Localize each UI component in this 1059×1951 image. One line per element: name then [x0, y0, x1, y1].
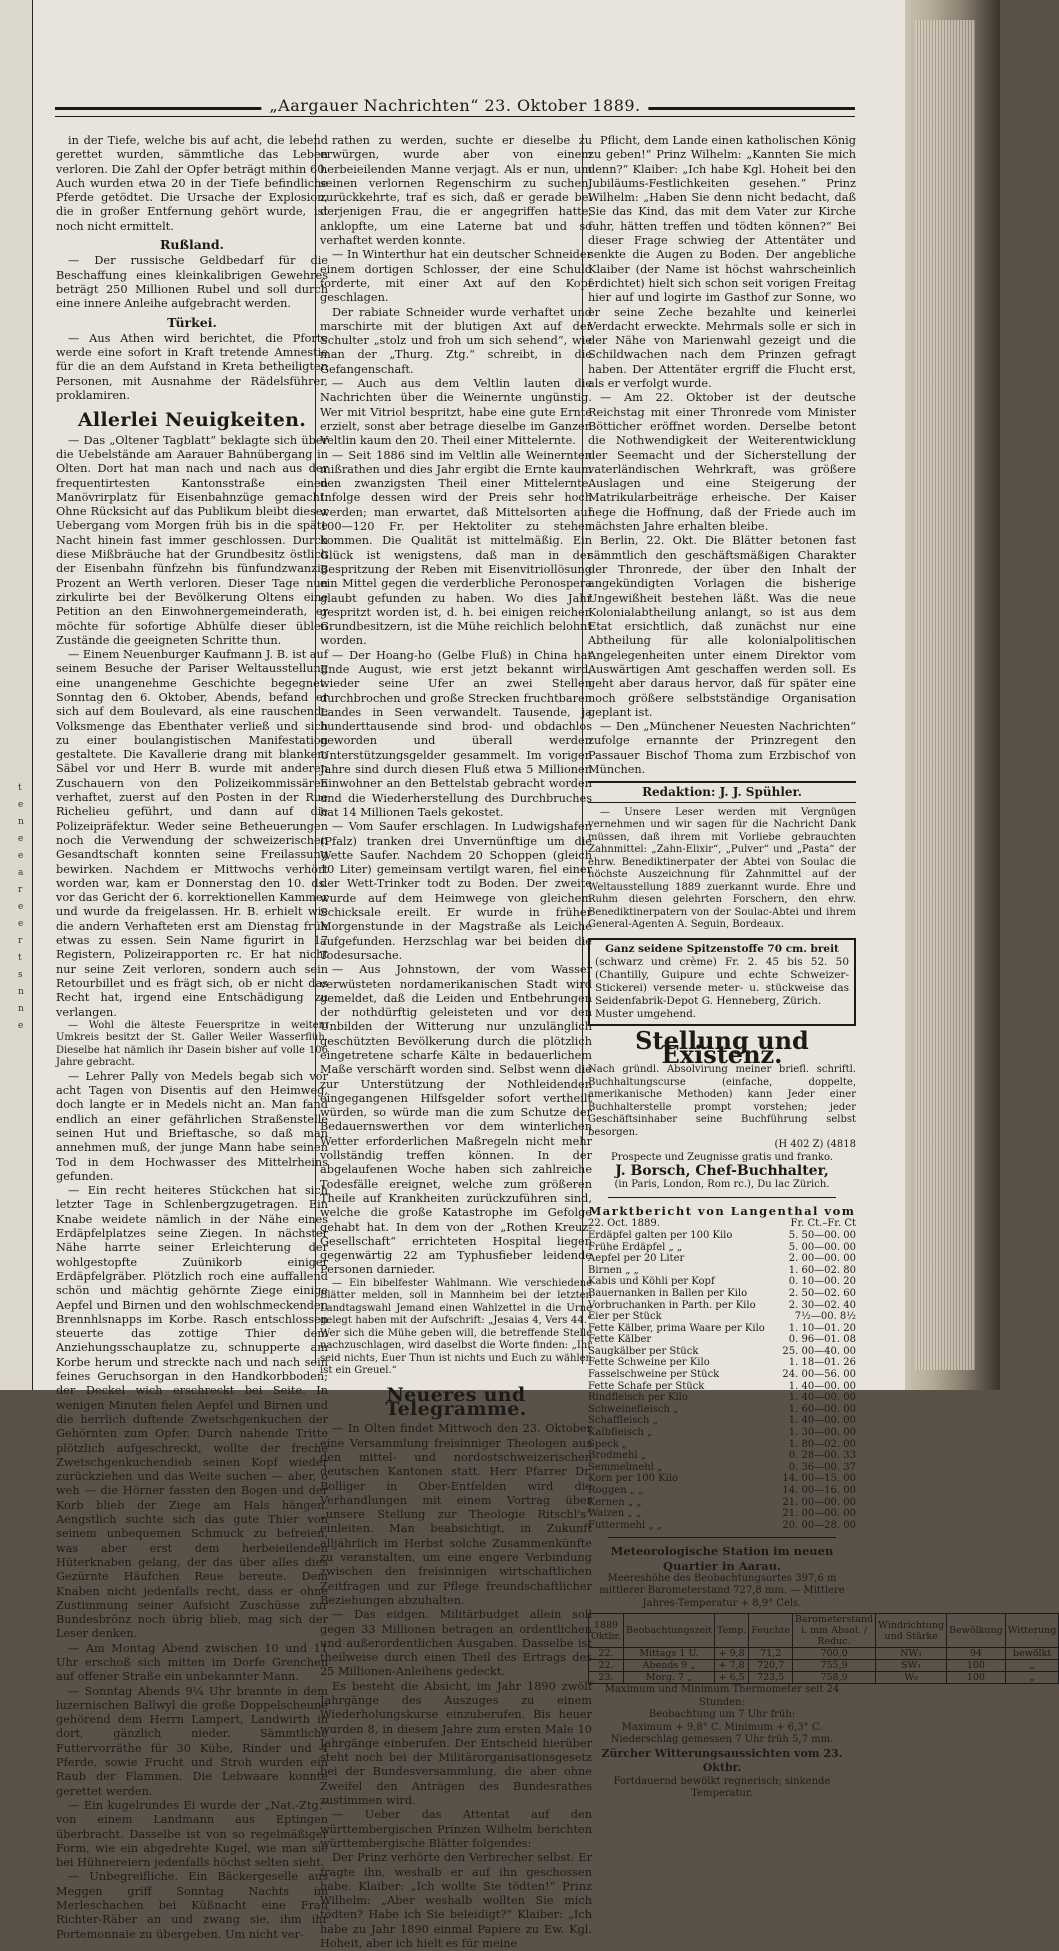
market-item: Frühe Erdäpfel „ „ — [588, 1241, 683, 1253]
left-page-margin — [0, 0, 33, 1390]
market-item: Brodmehl „ — [588, 1450, 646, 1462]
ad-stellung-sub: Prospecte und Zeugnisse gratis und franko. — [611, 1151, 833, 1163]
weather-cell: 23. — [589, 1672, 624, 1684]
article-paragraph: — Auch aus dem Veltlin lauten die Nachrichten über die Weinernte ungünstig. Wer mit Vitriol bespritzt, habe eine gute Ernte erzielt, sonst aber betrage dieselbe im Ganzen Veltlin kaum den 20. Theil einer Mittelernte. — [320, 377, 592, 448]
market-item: Waizen „ „ — [588, 1508, 641, 1520]
weather-cell: NW₁ — [876, 1648, 947, 1660]
weather-cell: + 9,8 — [714, 1648, 748, 1660]
weather-line2: mittlerer Barometerstand 727,8 mm. — Mittlere Jahres-Temperatur + 8,9° Cels. — [599, 1585, 845, 1609]
market-price: 0. 10—00. 20 — [788, 1276, 856, 1288]
market-item: Schaffleisch „ — [588, 1415, 658, 1427]
weather-cell: 71,2 — [749, 1648, 793, 1660]
market-price: 1. 60—00. 00 — [788, 1403, 856, 1415]
market-item: Kalbfleisch „ — [588, 1427, 653, 1439]
editor-line: Redaktion: J. J. Spühler. — [588, 781, 856, 802]
market-item: Eier per Stück — [588, 1311, 662, 1323]
weather-head-cell: Beobachtungszeit — [623, 1614, 714, 1648]
weather-cell: 94 — [947, 1648, 1006, 1660]
article-paragraph: — Den „Münchener Neuesten Nachrichten“ zufolge ernannte der Prinzregent den Passauer Bischof Thoma zum Erzbischof von München. — [588, 720, 856, 777]
ad-silk-body: (schwarz und crème) Fr. 2. 45 bis 52. 50 (Chantilly, Guipure und echte Schweizer-Stickerei) versende meter- u. stückweise das Seidenfabrik-Depot G. Henneberg, Zürich. — [595, 955, 849, 1007]
market-item: Fette Kälber, prima Waare per Kilo — [588, 1322, 765, 1334]
market-price: 5. 00—00. 00 — [788, 1241, 856, 1253]
article-paragraph: — Das „Oltener Tagblatt“ beklagte sich über die Uebelstände am Aarauer Bahnübergang in Olten. Dort hat man nach und nach aus der frequentirtesten Kantonsstraße einen Manövrirplatz für Eisenbahnzüge gemacht. Ohne Rücksicht auf das Publikum bleibt dieser Uebergang vom Morgen früh bis in die späte Nacht hinein fast immer geschlossen. Durch diese Mißbräuche hat der Grundbesitz östlich der Eisenbahn fünfzehn bis fünfundzwanzig Prozent an Werth verloren. Dieser Tage nun zirkulirte bei der Bevölkerung Oltens eine Petition an den Einwohnergemeinderath, er möchte für sofortige Abhülfe dieser üblen Zustände die geeigneten Schritte thun. — [56, 433, 328, 647]
section-heading: Neueres und Telegramme. — [385, 1383, 527, 1421]
market-row — [588, 1369, 856, 1381]
ad-stellung-title: Stellung und Existenz. — [635, 1025, 809, 1069]
market-item: Aepfel per 20 Liter — [588, 1253, 685, 1265]
margin-fragment: a — [18, 868, 24, 878]
section-heading: Allerlei Neuigkeiten. — [77, 409, 307, 432]
market-price: 7½—00. 8½ — [794, 1311, 856, 1323]
article-paragraph: — Der russische Geldbedarf für die Beschaffung eines kleinkalibrigen Gewehres beträgt 250 Millionen Rubel und soll durch eine innere Anleihe aufgebracht werden. — [56, 254, 328, 311]
market-row — [588, 1392, 856, 1404]
market-head-row — [588, 1218, 856, 1230]
article-paragraph: Der Prinz verhörte den Verbrecher selbst. Er fragte ihn, weshalb er auf ihn geschossen habe. Klaiber: „Ich wollte Sie tödten!“ Prinz Wilhelm: „Aber weshalb wollten Sie mich tödten? Habe ich Sie beleidigt?“ Klaiber: „Ich habe zu Jahr 1890 einmal Papiere zu Ew. Kgl. Hoheit, aber ich hielt es für meine — [320, 1851, 592, 1951]
ad-silk-headline: Ganz seidene Spitzenstoffe 70 cm. breit — [605, 942, 839, 955]
ad-stellung-name: J. Borsch, Chef-Buchhalter, — [615, 1163, 829, 1180]
margin-fragment: e — [18, 851, 24, 861]
section-heading: Rußland. — [159, 237, 224, 253]
market-row — [588, 1334, 856, 1346]
article-paragraph: — In Winterthur hat ein deutscher Schneider einem dortigen Schlosser, der eine Schuld forderte, mit einer Axt auf den Kopf geschlagen. — [320, 248, 592, 305]
margin-fragment: e — [18, 919, 24, 929]
market-row — [588, 1381, 856, 1393]
weather-cell: + 6,5 — [714, 1672, 748, 1684]
section-heading: Türkei. — [167, 314, 217, 330]
weather-line1: Meereshöhe des Beobachtungsortes 397,6 m — [607, 1572, 837, 1584]
margin-fragment: e — [18, 800, 24, 810]
article-paragraph: — Ueber das Attentat auf den württembergischen Prinzen Wilhelm berichten württembergische Blätter folgendes: — [320, 1808, 592, 1850]
weather-row — [589, 1660, 1059, 1672]
market-col-heads: Fr. Ct.–Fr. Ct — [790, 1218, 856, 1230]
weather-cell: 100 — [947, 1672, 1006, 1684]
article-paragraph: — Ein recht heiteres Stückchen hat sich letzter Tage in Schlenbergzugetragen. Ein Knabe weidete nämlich in der Nähe eines Erdäpfelplatzes seine Ziegen. In nächster Nähe harrte seiner Erleichterung der wohlgestopfte Zuünikorb einiger Erdäpfelgräber. Plötzlich roch eine auffallend schön und mächtig gehörnte Ziege einige Aepfel und Birnen und den wohlschmeckenden Brennhlsnapps im Korbe. Rasch entschlossen steuerte das zottige Thier dem Anziehungsschauplatze zu, schnupperte am Korbe herum und streckte nach und nach sein feines Geruchsorgan in den Handkorbboden; der Deckel wich erschreckt bei Seite. In wenigen Minuten fielen Aepfel und Birnen und die herrlich duftende Zwetschgenkuchen der Gehörnten zum Opfer. Durch nahende Tritte plötzlich aufgeschreckt, wollte der freche Zwetschgenkuchendieb seinen Kopf wieder zurückziehen und das Weite suchen — aber, o weh — die Hörner fassten den Bogen und der Korb blieb der Ziege am Hals hängen. Aengstlich suchte sich das gute Thier von seinem unbequemen Schmuck zu befreien, was aber erst dem herbeieilenden Hüterknaben gelang, der das über alles dies Gezürnte Häufchen Reue bereute. Dem Knaben nicht jedenfalls recht, dass er ohne Zustimmung seiner Aufsicht Zuschüsse zur Bundesbrönz noch übrig blieb, mag sich der Leser denken. — [56, 1184, 328, 1641]
margin-fragment: r — [18, 885, 23, 895]
weather-cell: Mittags 1 U. — [623, 1648, 714, 1660]
article-paragraph: Es besteht die Absicht, im Jahr 1890 zwölf Jahrgänge des Auszuges zu einem Wiederholungskurse einzuberufen. Bis heuer wurden 8, in diesem Jahre zum ersten Male 10 Jahrgänge einberufen. Der Entscheid hierüber steht noch bei der Militärorganisationsgesetz bei der Bundesversammlung, die aber ohne Zweifel den Anträgen des Bundesrathes zustimmen wird. — [320, 1679, 592, 1808]
weather-head-cell: 1889 Oktbr. — [589, 1614, 624, 1648]
article-paragraph: — Am 22. Oktober ist der deutsche Reichstag mit einer Thronrede vom Minister Bötticher eröffnet worden. Derselbe betont die Nothwendigkeit der Weiterentwicklung der Seemacht und der Sicherstellung der vaterländischen Wehrkraft, was größere Auslagen und eine Steigerung der Matrikularbeiträge erheische. Der Kaiser hege die Hoffnung, daß der Friede auch im nächsten Jahre erhalten bleibe. — [588, 391, 856, 534]
market-row — [588, 1323, 856, 1335]
column-3 — [588, 134, 1057, 1800]
margin-fragment: e — [18, 1021, 24, 1031]
weather-head-cell: Temp. — [714, 1614, 748, 1648]
weather-row — [589, 1648, 1059, 1660]
weather-table — [588, 1613, 1059, 1684]
forecast-title: Zürcher Witterungsaussichten vom 23. Oktbr. — [601, 1746, 843, 1775]
weather-cell: „ — [1005, 1672, 1059, 1684]
market-item: Vorbruchanken in Parth. per Kilo — [588, 1299, 756, 1311]
article-paragraph: — Das eidgen. Militärbudget allein soll gegen 33 Millionen betragen an ordentlichen und außerordentlichen Ausgaben. Dasselbe ist theilweise durch einen Theil des Ertrags des 25 Millionen-Anleihens gedeckt. — [320, 1608, 592, 1679]
book-binding-edge — [905, 0, 1000, 1390]
market-title: Marktbericht von Langenthal vom — [588, 1204, 856, 1219]
divider — [608, 1537, 836, 1538]
market-row — [588, 1439, 856, 1451]
market-row — [588, 1450, 856, 1462]
ad-stellung-body: Nach gründl. Absolvirung meiner briefl. schriftl. Buchhaltungscurse (einfache, doppelte, amerikanische Methoden) kann Jeder einer Buchhalterstelle prompt vorstehen; jeder Geschäftsinhaber seine Buchführung selbst besorgen. — [588, 1064, 856, 1138]
weather-head-cell: Witterung — [1005, 1614, 1059, 1648]
weather-cell: 22. — [589, 1660, 624, 1672]
market-item: Bauernanken in Ballen per Kilo — [588, 1287, 748, 1299]
weather-cell: Morg. 7 „ — [623, 1672, 714, 1684]
market-price: 1. 30—00. 00 — [788, 1427, 856, 1439]
weather-cell: W₀ — [876, 1672, 947, 1684]
weather-cell: 720,7 — [749, 1660, 793, 1672]
weather-row — [589, 1672, 1059, 1684]
market-price: 25. 00—40. 00 — [782, 1345, 856, 1357]
market-price: 1. 60—02. 80 — [788, 1264, 856, 1276]
article-paragraph: — Am Montag Abend zwischen 10 und 11 Uhr erschoß sich mitten im Dorfe Grenchen auf offener Straße ein unbekannter Mann. — [56, 1641, 328, 1684]
market-item: Futtermehl „ „ — [588, 1519, 662, 1531]
weather-cell: „ — [1005, 1660, 1059, 1672]
column-1 — [56, 134, 328, 1941]
market-item: Fette Schweine per Kilo — [588, 1357, 710, 1369]
market-item: Speck „ — [588, 1438, 628, 1450]
market-row — [588, 1404, 856, 1416]
notice-soulac: — Unsere Leser werden mit Vergnügen vernehmen und wir sagen für die Nachricht Dank müssen, daß ihrem mit Vorliebe gebrauchten Zahnmittel: „Zahn-Elixir“, „Pulver“ und „Pasta“ der ehrw. Benediktinerpater der Abtei von Soulac die höchste Auszeichnung für Zahnmittel auf der Weltausstellung 1889 zuerkannt wurde. Ehre und Ruhm diesen gelehrten Forschern, den ehrw. Benediktinerpatern von der Soulac-Abtei und ihrem General-Agenten A. Seguin, Bordeaux. — [588, 806, 856, 931]
market-item: Semmelmehl „ — [588, 1461, 663, 1473]
margin-fragment: t — [18, 783, 22, 793]
market-price: 20. 00—28. 00 — [782, 1519, 856, 1531]
market-item: Kernen „ „ — [588, 1496, 642, 1508]
article-paragraph: in der Tiefe, welche bis auf acht, die lebend gerettet wurden, sämmtliche das Leben verloren. Die Zahl der Opfer beträgt mithin 60. Auch wurden etwa 20 in der Tiefe befindliche Pferde getödtet. Die Ursache der Explosion, die in großer Entfernung gehört wurde, ist noch nicht ermittelt. — [56, 134, 328, 233]
margin-fragment: n — [18, 987, 24, 997]
article-paragraph: — Unbegreifliche. Ein Bäckergeselle aus Meggen griff Sonntag Nachts im Merleschachen bei Küßnacht eine Frau Richter-Räber an und zwang sie, ihm ihr Portemonnaie zu übergeben. Um nicht ver- — [56, 1870, 328, 1941]
market-row — [588, 1497, 856, 1509]
weather-note4: Niederschlag gemessen 7 Uhr früh 5,7 mm. — [610, 1734, 834, 1746]
article-paragraph: — Der Hoang-ho (Gelbe Fluß) in China hat Ende August, wie erst jetzt bekannt wird, wieder seine Ufer an zwei Stellen durchbrochen und große Strecken fruchtbaren Landes in Seen verwandelt. Tausende, ja hunderttausende sind brod- und obdachlos geworden und überall werden Unterstützungsgelder gesammelt. Im vorigen Jahre sind durch diesen Fluß etwa 5 Millionen Einwohner an den Bettelstab gebracht worden und die Wiederherstellung des Durchbruches hat 14 Millionen Taels gekostet. — [320, 648, 592, 819]
market-price: 5. 50—00. 00 — [788, 1229, 856, 1241]
market-row — [588, 1253, 856, 1265]
weather-cell: 100 — [947, 1660, 1006, 1672]
weather-cell: 758,9 — [793, 1672, 876, 1684]
market-row — [588, 1462, 856, 1474]
market-item: Kabis und Köhli per Kopf — [588, 1276, 715, 1288]
market-price: 21. 00—00. 00 — [782, 1496, 856, 1508]
market-item: Korn per 100 Kilo — [588, 1473, 679, 1485]
market-price: 1. 80—02. 00 — [788, 1438, 856, 1450]
article-paragraph: — Wohl die älteste Feuerspritze in weitem Umkreis besitzt der St. Galler Weiler Wasserflüh. Dieselbe hat nämlich ihr Dasein bisher auf volle 106 Jahre gebracht. — [56, 1019, 328, 1069]
market-row — [588, 1242, 856, 1254]
margin-fragment: n — [18, 1004, 24, 1014]
market-item: Rindfleisch per Kilo — [588, 1392, 688, 1404]
weather-head-cell: Windrichtung und Stärke — [876, 1614, 947, 1648]
weather-cell: 755,9 — [793, 1660, 876, 1672]
market-row — [588, 1265, 856, 1277]
market-price: 1. 40—00. 00 — [788, 1380, 856, 1392]
weather-head-cell: Barometerstand i. mm Absol. / Reduc. — [793, 1614, 876, 1648]
article-paragraph: Berlin, 22. Okt. Die Blätter betonen fast sämmtlich den geschäftsmäßigen Charakter der Thronrede, der über den Inhalt der angekündigten Vorlagen die bisherige Ungewißheit bestehen läßt. Was die neue Kolonialabtheilung anlangt, so ist aus dem Etat ersichtlich, daß zunächst nur eine Abtheilung für alle kolonialpolitischen Angelegenheiten unter einem Direktor vom Auswärtigen Amt geschaffen werden soll. Es geht aber daraus hervor, daß für später eine noch größere selbstständige Organisation geplant ist. — [588, 534, 856, 719]
margin-fragment: e — [18, 902, 24, 912]
market-row — [588, 1311, 856, 1323]
weather-cell: 700,0 — [793, 1648, 876, 1660]
market-row — [588, 1300, 856, 1312]
market-table — [588, 1218, 856, 1531]
market-price: 1. 40—00. 00 — [788, 1415, 856, 1427]
market-price: 2. 50—02. 60 — [788, 1287, 856, 1299]
weather-head-cell: Bewölkung — [947, 1614, 1006, 1648]
market-price: 24. 00—56. 00 — [782, 1369, 856, 1381]
market-row — [588, 1485, 856, 1497]
market-price: 14. 00—15. 00 — [782, 1473, 856, 1485]
market-item: Birnen „ „ — [588, 1264, 639, 1276]
weather-note1: Maximum und Minimum Thermometer seit 24 Stunden: — [604, 1684, 840, 1708]
article-paragraph: — Ein bibelfester Wahlmann. Wie verschiedene Blätter melden, soll in Mannheim bei der letzten Landtagswahl Jemand einen Wahlzettel in die Urne gelegt haben mit der Aufschrift: „Jesaias 4, Vers 44.“ Wer sich die Mühe geben will, die betreffende Stelle nachzuschlagen, wird daselbst die Worte finden: „Ihr seid nichts, Euer Thun ist nichts und Euch zu wählen ist ein Greuel.“ — [320, 1277, 592, 1377]
weather-cell: 723,5 — [749, 1672, 793, 1684]
ad-stellung — [588, 1025, 856, 1191]
weather-report — [588, 1544, 1057, 1800]
page-header — [55, 96, 855, 122]
weather-rows — [589, 1648, 1059, 1684]
weather-head-row — [589, 1614, 1059, 1648]
market-price: 14. 00—16. 00 — [782, 1485, 856, 1496]
market-row — [588, 1276, 856, 1288]
market-price: 1. 18—01. 26 — [788, 1357, 856, 1369]
article-paragraph: Der rabiate Schneider wurde verhaftet und marschirte mit der blutigen Axt auf der Schulter „stolz und froh um sich sehend“, wie man der „Thurg. Ztg.“ schreibt, in die Gefangenschaft. — [320, 305, 592, 376]
market-row — [588, 1415, 856, 1427]
article-paragraph: — Aus Athen wird berichtet, die Pforte werde eine sofort in Kraft tretende Amnestie für die an dem Aufstand in Kreta betheiligten Personen, mit Ausnahme der Rädelsführer, proklamiren. — [56, 331, 328, 403]
weather-cell: 22. — [589, 1648, 624, 1660]
weather-head-cell: Feuchte — [749, 1614, 793, 1648]
article-paragraph: — Ein kugelrundes Ei wurde der „Nat.-Ztg.“ von einem Landmann aus Eptingen überbracht. Dasselbe ist von so regelmäßiger Form, wie ein abgedrehte Kugel, wie man sie bei Hühnereiern jedenfalls höchst selten sieht. — [56, 1798, 328, 1870]
divider — [608, 1197, 836, 1198]
market-row — [588, 1288, 856, 1300]
weather-cell: bewölkt — [1005, 1648, 1059, 1660]
column-2 — [320, 134, 592, 1951]
article-paragraph: rathen zu werden, suchte er dieselbe zu erwürgen, wurde aber von einem herbeieilenden Manne verjagt. Als er nun, um seinen verlornen Regenschirm zu suchen, zurückkehrte, traf es sich, daß er gerade bei derjenigen Frau, die er angegriffen hatte, anklopfte, um eine Laterne bat und so verhaftet werden konnte. — [320, 134, 592, 248]
article-paragraph: — Lehrer Pally von Medels begab sich vor acht Tagen von Disentis auf den Heimweg, doch langte er in Medels nicht an. Man fand endlich an einer gefährlichen Straßenstelle seinen Hut und Brieftasche, so daß man annehmen muß, der junge Mann habe seinen Tod in dem Hochwasser des Mittelrheins gefunden. — [56, 1069, 328, 1183]
weather-cell: Abends 9 „ — [623, 1660, 714, 1672]
market-row — [588, 1427, 856, 1439]
market-item: Saugkälber per Stück — [588, 1345, 699, 1357]
article-paragraph: Pflicht, dem Lande einen katholischen König zu geben!“ Prinz Wilhelm: „Kannten Sie mich denn?“ Klaiber: „Ich habe Kgl. Hoheit bei den Jubiläums-Festlichkeiten gesehen.“ Prinz Wilhelm: „Haben Sie denn nicht bedacht, daß Sie das Kind, das mit dem Vater zur Kirche fuhr, hätten treffen und tödten können?“ Bei dieser Frage schwieg der Attentäter und senkte die Augen zu Boden. Der angebliche Klaiber (der Name ist höchst wahrscheinlich erdichtet) hielt sich schon seit vorigen Freitag hier auf und logirte im Gasthof zur Sonne, wo er seine Zeche bezahlte und keinerlei Verdacht erweckte. Mehrmals solle er sich in der Nähe von Marienwahl gezeigt und die Schildwachen nach dem Prinzen gefragt haben. Der Attentäter ergriff die Flucht erst, als er verfolgt wurde. — [588, 134, 856, 391]
market-price: 1. 40—00. 00 — [788, 1392, 856, 1404]
ad-stellung-place: (in Paris, London, Rom rc.), Du lac Zürich. — [614, 1178, 830, 1190]
ad-silk-footer: Muster umgehend. — [595, 1007, 697, 1020]
article-paragraph: — Einem Neuenburger Kaufmann J. B. ist auf seinem Besuche der Pariser Weltausstellung eine unangenehme Geschichte begegnet. Sonntag den 6. Oktober, Abends, befand er sich auf dem Boulevard, als eine rauschende Volksmenge das Ebenthater verließ und sich zu einer boulangistischen Manifestation gestaltete. Die Kavallerie drang mit blankem Säbel vor und Herr B. wurde mit anderen Zuschauern von den Polizeikommissären verhaftet, zuerst auf den Posten in der Rue Richelieu geführt, und dann auf die Polizeipräfektur. Weder seine Betheuerungen noch die Verwendung der schweizerischen Gesandtschaft konnten seine Freilassung bewirken. Nachdem er Mittwochs verhört worden war, kam er Donnerstag den 10. ds. vor das Gericht der 6. korrektionellen Kammer und wurde da freigelassen. Hr. B. erhielt wie die andern Verhafteten erst am Dienstag früh etwas zu essen. Sein Name figurirt in 17 Registern, Polizeirapporten rc. Er hat nicht nur seine Zeit verloren, sondern auch sein Retourbillet und es frägt sich, ob er nicht das Recht hat, irgend eine Entschädigung zu verlangen. — [56, 648, 328, 1019]
margin-fragment: r — [18, 936, 23, 946]
market-row — [588, 1357, 856, 1369]
market-price: 21. 00—00. 00 — [782, 1508, 856, 1520]
header-title: „Aargauer Nachrichten“ 23. Oktober 1889. — [261, 96, 648, 115]
weather-note3: Maximum + 9,8° C. Minimum + 6,3° C. — [621, 1721, 823, 1733]
weather-cell: + 7,8 — [714, 1660, 748, 1672]
article-paragraph: — Seit 1886 sind im Veltlin alle Weinernten mißrathen und dies Jahr ergibt die Ernte kaum den zwanzigsten Theil einer Mittelernte. Infolge dessen wird der Preis sehr hoch werden; man erwartet, daß Mittelsorten auf 100—120 Fr. per Hektoliter zu stehen kommen. Die Qualität ist mittelmäßig. Ein Glück ist wenigstens, daß man in der Bespritzung der Reben mit Eisenvitriollösung ein Mittel gegen die verderbliche Peronospera glaubt gefunden zu haben. Wo dies Jahr gespritzt worden ist, d. h. bei einigen reichen Grundbesitzern, ist die Mühe reichlich belohnt worden. — [320, 448, 592, 648]
margin-fragment: t — [18, 953, 22, 963]
column-3-articles — [588, 134, 856, 777]
market-item: Fasselschweine per Stück — [588, 1369, 720, 1381]
ad-stellung-ref: (H 402 Z) (4818 — [774, 1139, 856, 1151]
weather-cell: SW₁ — [876, 1660, 947, 1672]
market-date: 22. Oct. 1889. — [588, 1218, 660, 1230]
weather-title: Meteorologische Station im neuen Quartier in Aarau. — [610, 1544, 834, 1573]
market-price: 2. 00—00. 00 — [788, 1253, 856, 1265]
ad-silk — [588, 938, 856, 1026]
market-item: Roggen „ „ — [588, 1485, 644, 1496]
market-report — [588, 1204, 856, 1531]
forecast-text: Fortdauernd bewölkt regnerisch; sinkende Temperatur. — [613, 1775, 831, 1800]
margin-fragment: n — [18, 817, 24, 827]
market-row — [588, 1346, 856, 1358]
market-row — [588, 1473, 856, 1485]
market-row — [588, 1520, 856, 1532]
market-item: Schweinefleisch „ — [588, 1403, 679, 1415]
market-price: 2. 30—02. 40 — [788, 1299, 856, 1311]
margin-fragment: s — [18, 970, 23, 980]
article-paragraph: — Vom Saufer erschlagen. In Ludwigshafen (Pfalz) tranken drei Unvernünftige um die Wette Saufer. Nachdem 20 Schoppen (gleich 10 Liter) gemeinsam vertilgt waren, fiel einer der Wett-Trinker todt zu Boden. Der zweite wurde auf dem Heimwege von gleichem Schicksale ereilt. Er wurde in früher Morgenstunde in der Magstraße als Leiche aufgefunden. Herzschlag war bei beiden die Todesursache. — [320, 820, 592, 962]
market-item: Erdäpfel galten per 100 Kilo — [588, 1229, 733, 1241]
weather-note2: Beobachtung um 7 Uhr früh: — [648, 1709, 796, 1721]
market-item: Fette Schafe per Stück — [588, 1380, 705, 1392]
market-price: 0. 28—00. 33 — [788, 1450, 856, 1462]
market-price: 1. 10—01. 20 — [788, 1322, 856, 1334]
market-price: 0. 36—00. 37 — [788, 1461, 856, 1473]
article-paragraph: — In Olten findet Mittwoch den 23. Oktober eine Versammlung freisinniger Theologen aus den mittel- und nordostschweizerischen deutschen Kantonen statt. Herr Pfarrer Dr. Bolliger in Ober-Entfelden wird die Verhandlungen mit einem Vortrag über „unsere Stellung zur Theologie Ritschl's“ einleiten. Man beabsichtigt, in Zukunft alljährlich im Herbst solche Zusammenkünfte zu veranstalten, um eine engere Verbindung zwischen den freisinnigen wirtschaftlichen Zeitfragen und zur Pflege freundschaftlicher Beziehungen abzuhalten. — [320, 1422, 592, 1607]
article-paragraph: — Aus Johnstown, der vom Wasser verwüsteten nordamerikanischen Stadt wird gemeldet, daß die Leiden und Entbehrungen der nothdürftig geleisteten und vor den Unbilden der Witterung nur unzulänglich geschützten Bevölkerung durch die plötzlich eingetretene scharfe Kälte in bedauerlichem Maße verschärft worden sind. Selbst wenn die zur Unterstützung der Nothleidenden eingegangenen Hilfsgelder sofort vertheilt würden, so würde man die zum Schutze der Bedauernswerthen vor dem winterlichen Wetter erforderlichen Maßregeln nicht mehr vollständig treffen können. In der abgelaufenen Woche haben sich zahlreiche Todesfälle ereignet, welche zum größeren Theile auf Krankheiten zurückzuführen sind, welche die große Katastrophe im Gefolge gehabt hat. In dem von der „Rothen Kreuz-Gesellschaft“ errichteten Hospital liegen gegenwärtig 22 am Typhusfieber leidende Personen darnieder. — [320, 963, 592, 1277]
margin-fragment: e — [18, 834, 24, 844]
market-rows — [588, 1230, 856, 1531]
market-row — [588, 1230, 856, 1242]
market-item: Fette Kälber — [588, 1334, 652, 1346]
market-price: 0. 96—01. 08 — [788, 1334, 856, 1346]
header-rule-bottom — [55, 116, 855, 117]
article-paragraph: — Sonntag Abends 9¼ Uhr brannte in dem luzernischen Ballwyl die große Doppelscheune gehörend dem Herrn Lampert, Landwirth in dort, gänzlich nieder. Sämmtliche Futtervorräthe für 30 Kühe, Rinder und 4 Pferde, sowie Frucht und Stroh wurden ein Raub der Flammen. Die Lebwaare konnte gerettet werden. — [56, 1684, 328, 1798]
market-row — [588, 1508, 856, 1520]
